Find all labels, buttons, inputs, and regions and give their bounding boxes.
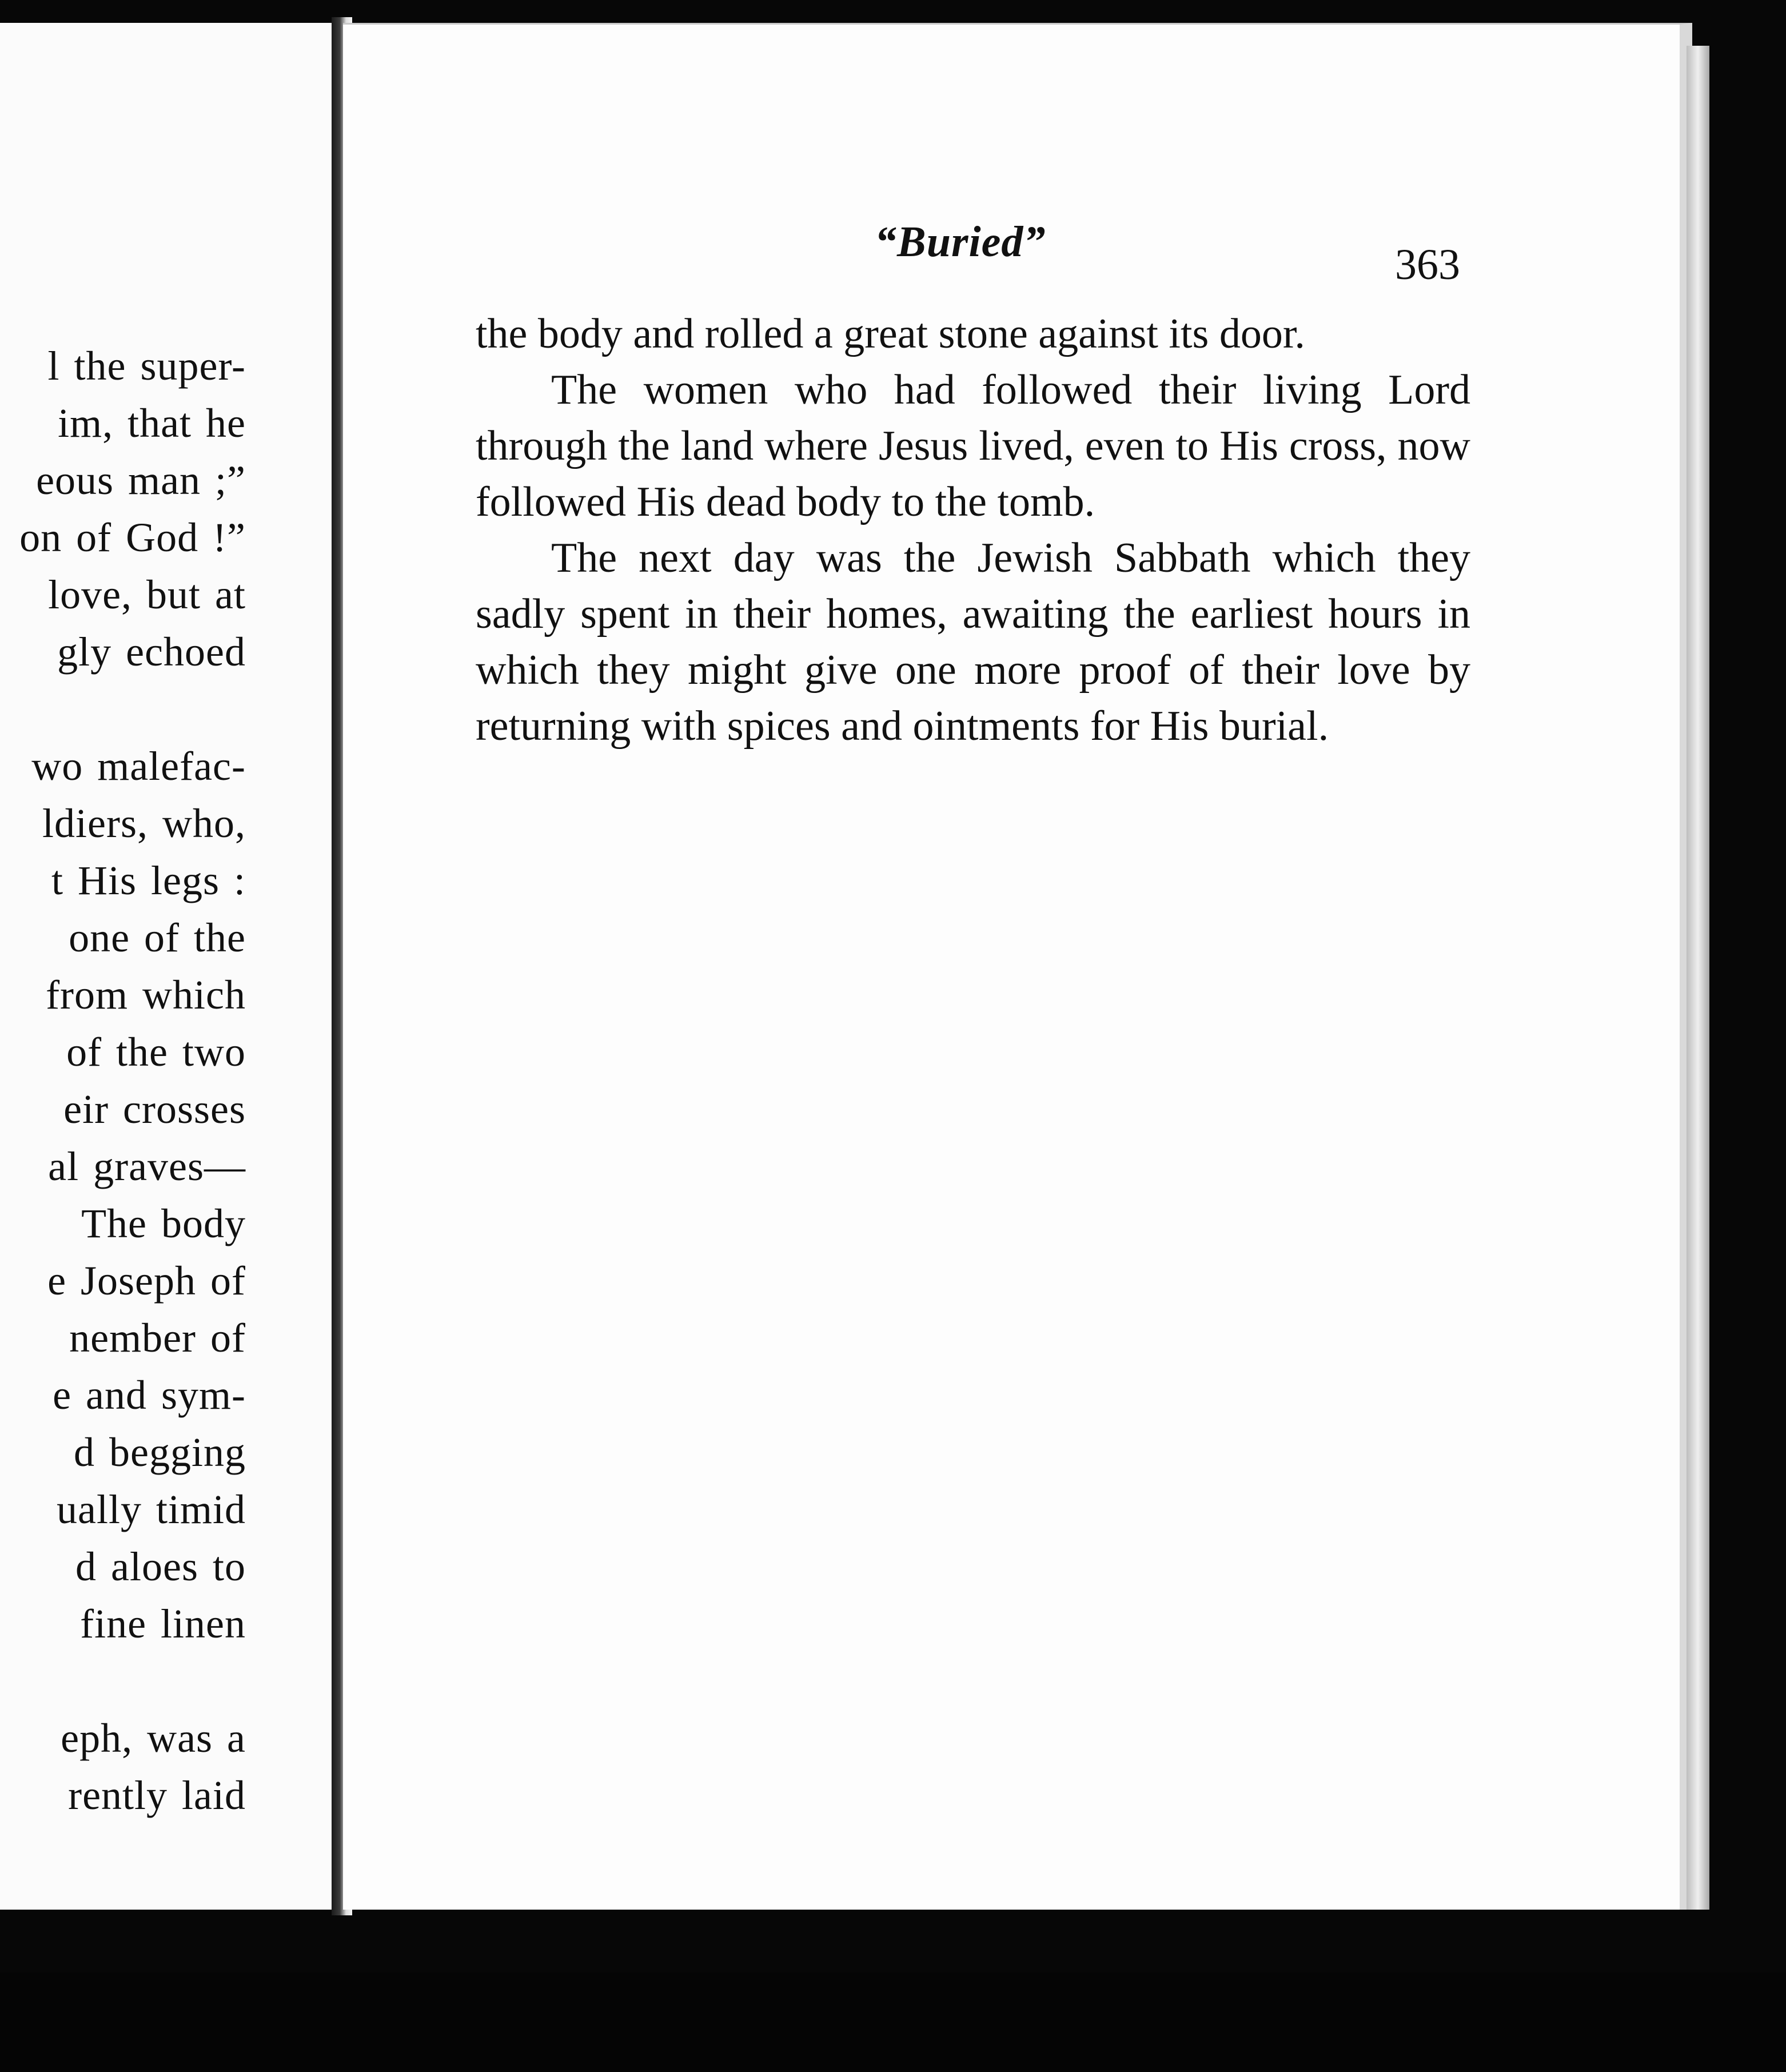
- left-page: [0, 23, 334, 1910]
- paragraph: the body and rolled a great stone against its door.: [476, 310, 1305, 357]
- running-head: “Buried”: [875, 218, 1046, 266]
- paragraph: The women who had followed their living Lord through the land where Jesus lived, even to His cross, now followed His dead body to the tomb.: [476, 366, 1470, 525]
- left-line: l the super-: [47, 343, 246, 389]
- left-line: love, but at: [48, 572, 246, 617]
- body-text: [476, 306, 1470, 754]
- left-line: The body: [81, 1201, 246, 1246]
- left-line: ually timid: [57, 1487, 246, 1532]
- left-line: d aloes to: [75, 1544, 246, 1589]
- left-line: from which: [46, 972, 246, 1018]
- page-edge: [1687, 46, 1709, 1910]
- left-line-gap: [0, 680, 246, 738]
- left-line: nember of: [69, 1315, 246, 1361]
- left-line: gly echoed: [57, 629, 246, 675]
- left-line: eir crosses: [63, 1086, 246, 1132]
- left-page-text: [0, 337, 246, 1824]
- left-line: eous man ;”: [36, 457, 246, 503]
- left-line: on of God !”: [19, 515, 246, 560]
- paragraph: The next day was the Jewish Sabbath which they sadly spent in their homes, awaiting the earliest hours in which they might give one more proof of their love by returning with spices and ointments for His burial.: [476, 535, 1470, 750]
- left-line: im, that he: [58, 400, 246, 446]
- left-line: wo malefac-: [31, 743, 246, 789]
- left-line: e and sym-: [53, 1372, 246, 1418]
- page-number: 363: [1395, 241, 1460, 289]
- left-line: eph, was a: [61, 1715, 246, 1761]
- left-line: e Joseph of: [47, 1258, 246, 1304]
- left-line: fine linen: [80, 1601, 246, 1647]
- left-line: rently laid: [68, 1772, 246, 1818]
- left-line-gap: [0, 1652, 246, 1710]
- left-line: d begging: [74, 1429, 246, 1475]
- left-line: ldiers, who,: [42, 800, 246, 846]
- left-line: t His legs :: [51, 858, 246, 903]
- left-line: of the two: [66, 1029, 246, 1075]
- left-line: one of the: [69, 915, 246, 961]
- left-line: al graves—: [48, 1143, 246, 1189]
- scan-background: [0, 1973, 1786, 2072]
